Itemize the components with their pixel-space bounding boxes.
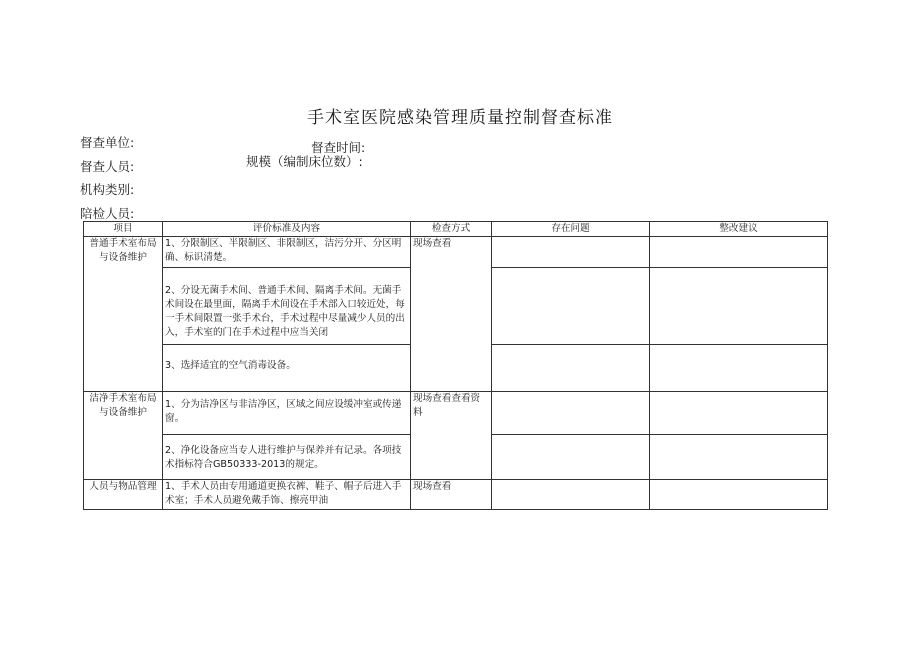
issue-cell[interactable] <box>492 268 650 345</box>
table-row <box>84 237 828 268</box>
project-cell: 人员与物品管理 <box>84 480 163 510</box>
issue-cell[interactable] <box>492 345 650 392</box>
table-row <box>84 392 828 435</box>
suggestion-cell[interactable] <box>650 237 828 268</box>
header-method: 检查方式 <box>411 222 492 237</box>
criteria-cell: 1、分限制区、半限制区、非限制区，洁污分开、分区明确、标识清楚。 <box>163 237 411 268</box>
issue-cell[interactable] <box>492 435 650 480</box>
suggestion-cell[interactable] <box>650 480 828 510</box>
issue-cell[interactable] <box>492 480 650 510</box>
project-cell: 洁净手术室布局与设备维护 <box>84 392 163 480</box>
criteria-cell: 1、分为洁净区与非洁净区，区域之间应设缓冲室或传递窗。 <box>163 392 411 435</box>
header-suggestions: 整改建议 <box>650 222 828 237</box>
inspection-unit-label: 督查单位: <box>80 135 135 150</box>
bed-scale-label: 规模（编制床位数）: <box>246 154 363 169</box>
institution-category-label: 机构类别: <box>80 182 135 197</box>
issue-cell[interactable] <box>492 237 650 268</box>
criteria-cell: 1、手术人员由专用通道更换衣裤、鞋子、帽子后进入手术室；手术人员避免戴手饰、擦亮甲油 <box>163 480 411 510</box>
criteria-text: 2、分设无菌手术间、普通手术间、隔离手术间。无菌手术间设在最里面，隔离手术间设在手术部入口较近处，每一手术间限置一张手术台，手术过程中尽量减少人员的出入，手术室的门在手术过程中应当关闭 <box>165 285 405 338</box>
suggestion-cell[interactable] <box>650 268 828 345</box>
issue-cell[interactable] <box>492 392 650 435</box>
inspector-label: 督查人员: <box>80 159 135 174</box>
criteria-cell <box>163 268 411 345</box>
suggestion-cell[interactable] <box>650 392 828 435</box>
method-cell: 现场查看 <box>411 237 492 392</box>
criteria-cell: 3、选择适宜的空气消毒设备。 <box>163 345 411 392</box>
suggestion-cell[interactable] <box>650 435 828 480</box>
escort-staff-label: 陪检人员: <box>80 206 135 221</box>
criteria-cell: 2、净化设备应当专人进行维护与保养并有记录。各项技术指标符合GB50333-2013的规定。 <box>163 435 411 480</box>
standards-table <box>83 221 828 510</box>
header-criteria: 评价标准及内容 <box>163 222 411 237</box>
header-issues: 存在问题 <box>492 222 650 237</box>
header-project: 项目 <box>84 222 163 237</box>
project-cell: 普通手术室布局与设备维护 <box>84 237 163 392</box>
method-cell: 现场查看 <box>411 480 492 510</box>
table-row <box>84 480 828 510</box>
suggestion-cell[interactable] <box>650 345 828 392</box>
method-cell: 现场查看查看资料 <box>411 392 492 480</box>
page-title: 手术室医院感染管理质量控制督查标准 <box>307 108 613 128</box>
inspection-time-label: 督查时间: <box>311 140 366 155</box>
table-header-row <box>84 222 828 237</box>
